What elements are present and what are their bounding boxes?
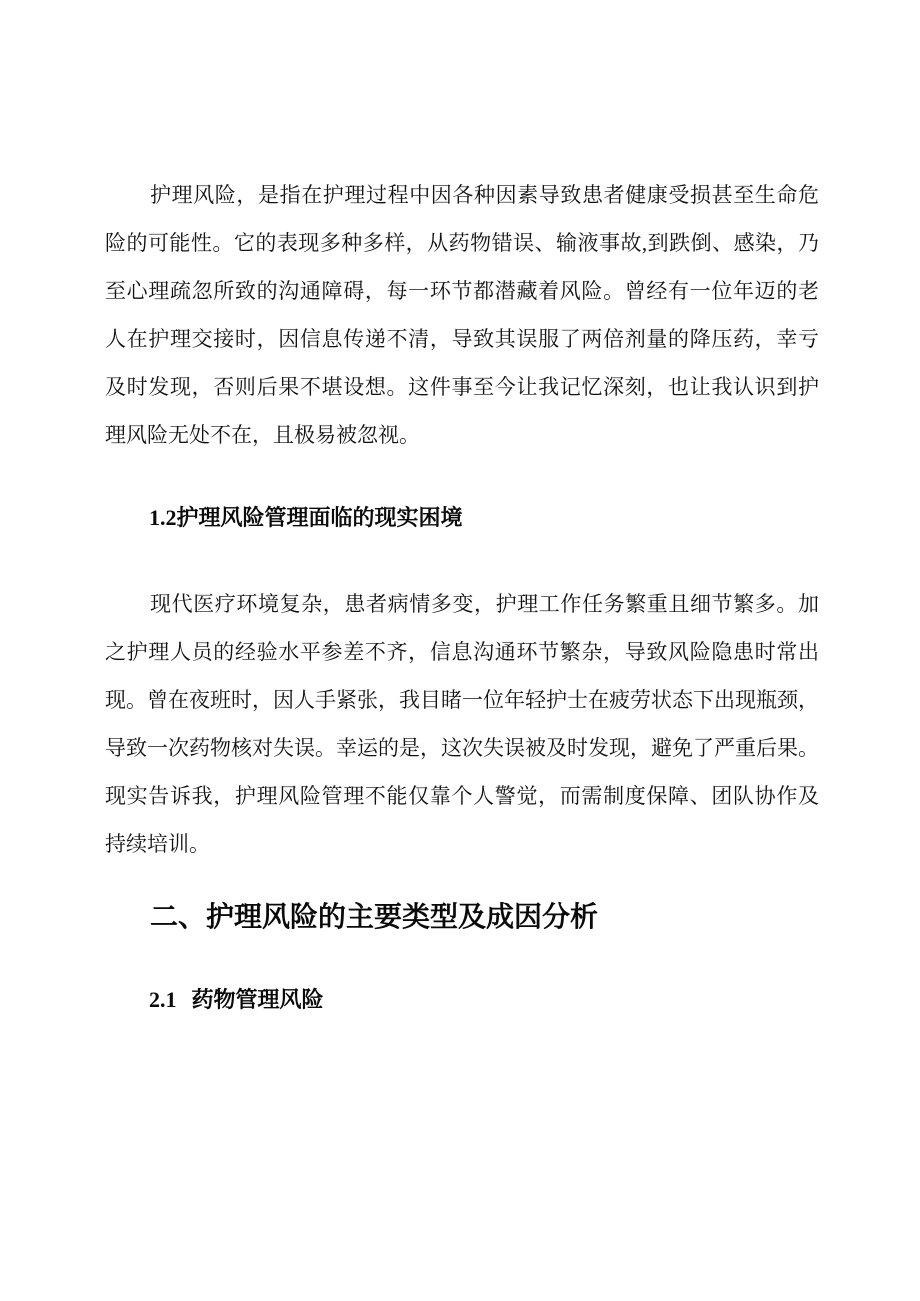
section-heading-2 xyxy=(150,900,598,934)
paragraph-line: 护理风险，是指在护理过程中因各种因素导致患者健康受损甚至生命危 xyxy=(150,183,819,207)
section-heading-2-1 xyxy=(149,987,324,1013)
paragraph-1 xyxy=(105,171,819,459)
heading-number: 1.2 xyxy=(149,505,177,530)
paragraph-line: 理风险无处不在，且极易被忽视。 xyxy=(105,423,420,447)
paragraph-line: 之护理人员的经验水平参差不齐，信息沟通环节繁杂，导致风险隐患时常出 xyxy=(105,640,819,664)
paragraph-line: 至心理疏忽所致的沟通障碍，每一环节都潜藏着风险。曾经有一位年迈的老 xyxy=(105,279,819,303)
heading-number: 2.1 xyxy=(149,987,177,1012)
paragraph-line: 导致一次药物核对失误。幸运的是，这次失误被及时发现，避免了严重后果。 xyxy=(105,736,819,760)
paragraph-line: 险的可能性。它的表现多种多样，从药物错误、输液事故,到跌倒、感染，乃 xyxy=(105,231,819,255)
paragraph-line: 现代医疗环境复杂，患者病情多变，护理工作任务繁重且细节繁多。加 xyxy=(150,592,819,616)
heading-title: 二、护理风险的主要类型及成因分析 xyxy=(150,901,599,932)
paragraph-line: 及时发现，否则后果不堪设想。这件事至今让我记忆深刻，也让我认识到护 xyxy=(105,375,819,399)
paragraph-line: 人在护理交接时，因信息传递不清，导致其误服了两倍剂量的降压药，幸亏 xyxy=(105,327,819,351)
paragraph-line: 持续培训。 xyxy=(105,832,210,856)
heading-title: 护理风险管理面临的现实困境 xyxy=(176,505,463,530)
paragraph-line: 现实告诉我，护理风险管理不能仅靠个人警觉，而需制度保障、团队协作及 xyxy=(105,784,819,808)
heading-title: 药物管理风险 xyxy=(191,987,324,1012)
paragraph-line: 现。曾在夜班时，因人手紧张，我目睹一位年轻护士在疲劳状态下出现瓶颈， xyxy=(105,688,819,712)
paragraph-2 xyxy=(105,580,819,868)
section-heading-1-2 xyxy=(149,505,463,531)
